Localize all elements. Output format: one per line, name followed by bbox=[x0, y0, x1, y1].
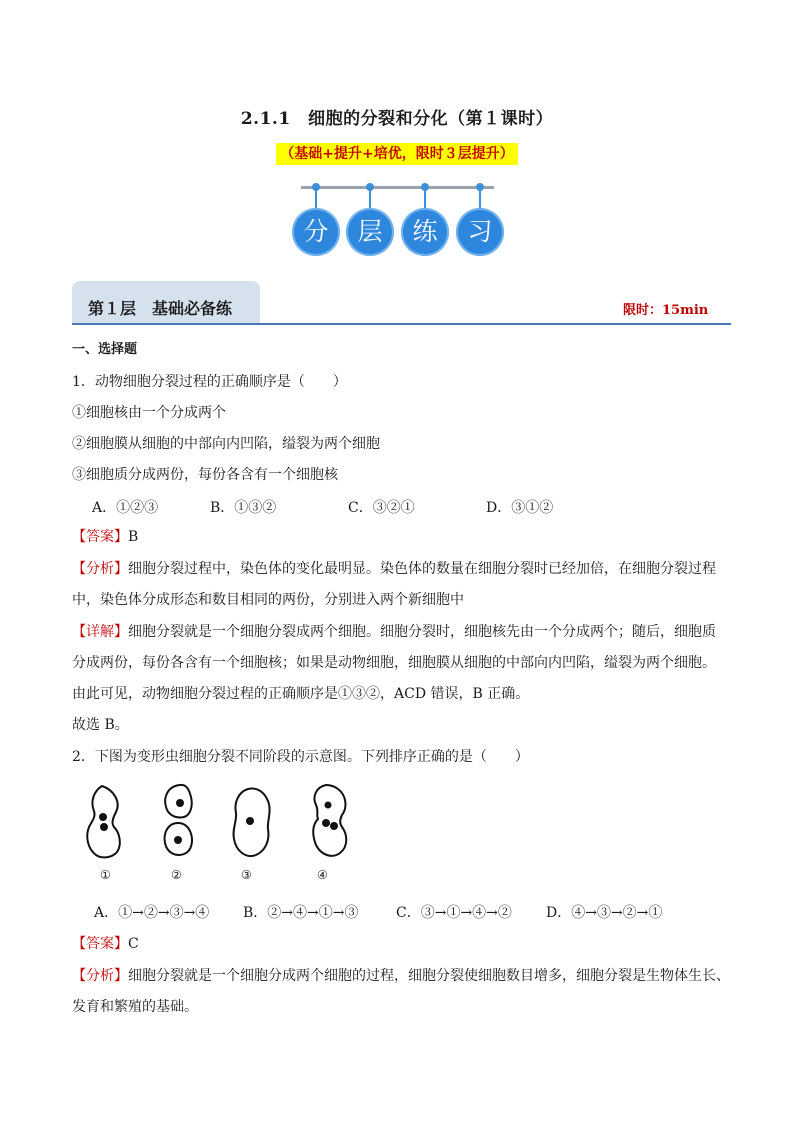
detail-text: 细胞分裂就是一个细胞分裂成两个细胞。细胞分裂时，细胞核先由一个分成两个；随后，细胞质 bbox=[128, 624, 716, 640]
q1-conclusion: 故选 B。 bbox=[72, 717, 129, 733]
q1-analysis-line-1 bbox=[72, 559, 716, 579]
q1-detail-line-1 bbox=[72, 622, 716, 642]
badge-lian: 练 bbox=[401, 208, 449, 256]
header-rule bbox=[72, 323, 731, 325]
analysis-tag: 【分析】 bbox=[72, 561, 128, 577]
badge-fen: 分 bbox=[292, 208, 340, 256]
analysis-text: 细胞分裂就是一个细胞分成两个细胞的过程，细胞分裂使细胞数目增多，细胞分裂是生物体生长、 bbox=[128, 968, 730, 984]
figure-label-3: ③ bbox=[241, 868, 252, 882]
q1-item-1: ①细胞核由一个分成两个 bbox=[72, 405, 226, 421]
ribbon-bar bbox=[301, 186, 494, 189]
ribbon-stem bbox=[424, 190, 426, 208]
answer-value: B bbox=[128, 529, 139, 545]
cell-figure-4 bbox=[313, 785, 346, 856]
q1-item-2: ②细胞膜从细胞的中部向内凹陷，缢裂为两个细胞 bbox=[72, 436, 380, 452]
q2-analysis-line-2: 发育和繁殖的基础。 bbox=[72, 999, 198, 1015]
q2-answer bbox=[72, 934, 139, 954]
q1-option-a: A．①②③ bbox=[92, 500, 159, 516]
amoeba-division-figure bbox=[80, 783, 360, 865]
cell-figure-3 bbox=[234, 789, 270, 857]
ribbon-stem bbox=[369, 190, 371, 208]
subtitle-wrap bbox=[0, 143, 794, 165]
q1-option-d: D．③①② bbox=[486, 500, 554, 516]
analysis-tag: 【分析】 bbox=[72, 968, 128, 984]
badge-xi: 习 bbox=[456, 208, 504, 256]
detail-tag: 【详解】 bbox=[72, 624, 128, 640]
q1-detail-line-2: 分成两份，每份各含有一个细胞核；如果是动物细胞，细胞膜从细胞的中部向内凹陷，缢裂为两个细胞。 bbox=[72, 655, 716, 671]
time-limit: 限时：15min bbox=[623, 303, 709, 318]
page-title: 2.1.1 细胞的分裂和分化（第１课时） bbox=[240, 109, 554, 129]
answer-tag: 【答案】 bbox=[72, 529, 128, 545]
q2-option-d: D．④→③→②→① bbox=[546, 905, 663, 921]
q2-option-b: B．②→④→①→③ bbox=[243, 905, 359, 921]
q2-option-c: C．③→①→④→② bbox=[396, 905, 512, 921]
q1-answer bbox=[72, 527, 138, 547]
cell-figure-2 bbox=[165, 785, 192, 855]
badge-ceng: 层 bbox=[346, 208, 394, 256]
q2-option-a: A．①→②→③→④ bbox=[94, 905, 210, 921]
figure-label-2: ② bbox=[171, 868, 182, 882]
answer-value: C bbox=[128, 936, 139, 952]
q1-option-c: C．③②① bbox=[348, 500, 415, 516]
cell-figure-1 bbox=[87, 786, 120, 857]
section-heading: 一、选择题 bbox=[72, 342, 138, 357]
q1-stem: 1．动物细胞分裂过程的正确顺序是（ ） bbox=[72, 374, 347, 390]
ribbon-stem bbox=[315, 190, 317, 208]
figure-label-4: ④ bbox=[317, 868, 328, 882]
q1-item-3: ③细胞质分成两份，每份各含有一个细胞核 bbox=[72, 467, 338, 483]
q2-stem: 2．下图为变形虫细胞分裂不同阶段的示意图。下列排序正确的是（ ） bbox=[72, 749, 529, 765]
page-subtitle: （基础+提升+培优，限时３层提升） bbox=[276, 143, 517, 165]
q2-analysis-line-1 bbox=[72, 966, 730, 986]
figure-label-1: ① bbox=[100, 868, 111, 882]
answer-tag: 【答案】 bbox=[72, 936, 128, 952]
analysis-text: 细胞分裂过程中，染色体的变化最明显。染色体的数量在细胞分裂时已经加倍，在细胞分裂过程 bbox=[128, 561, 716, 577]
tier-label: 第１层 基础必备练 bbox=[88, 299, 233, 318]
ribbon-stem bbox=[479, 190, 481, 208]
q1-detail-line-3: 由此可见，动物细胞分裂过程的正确顺序是①③②，ACD 错误，B 正确。 bbox=[72, 686, 530, 702]
q1-analysis-line-2: 中，染色体分成形态和数目相同的两份，分别进入两个新细胞中 bbox=[72, 592, 464, 608]
q1-option-b: B．①③② bbox=[210, 500, 277, 516]
